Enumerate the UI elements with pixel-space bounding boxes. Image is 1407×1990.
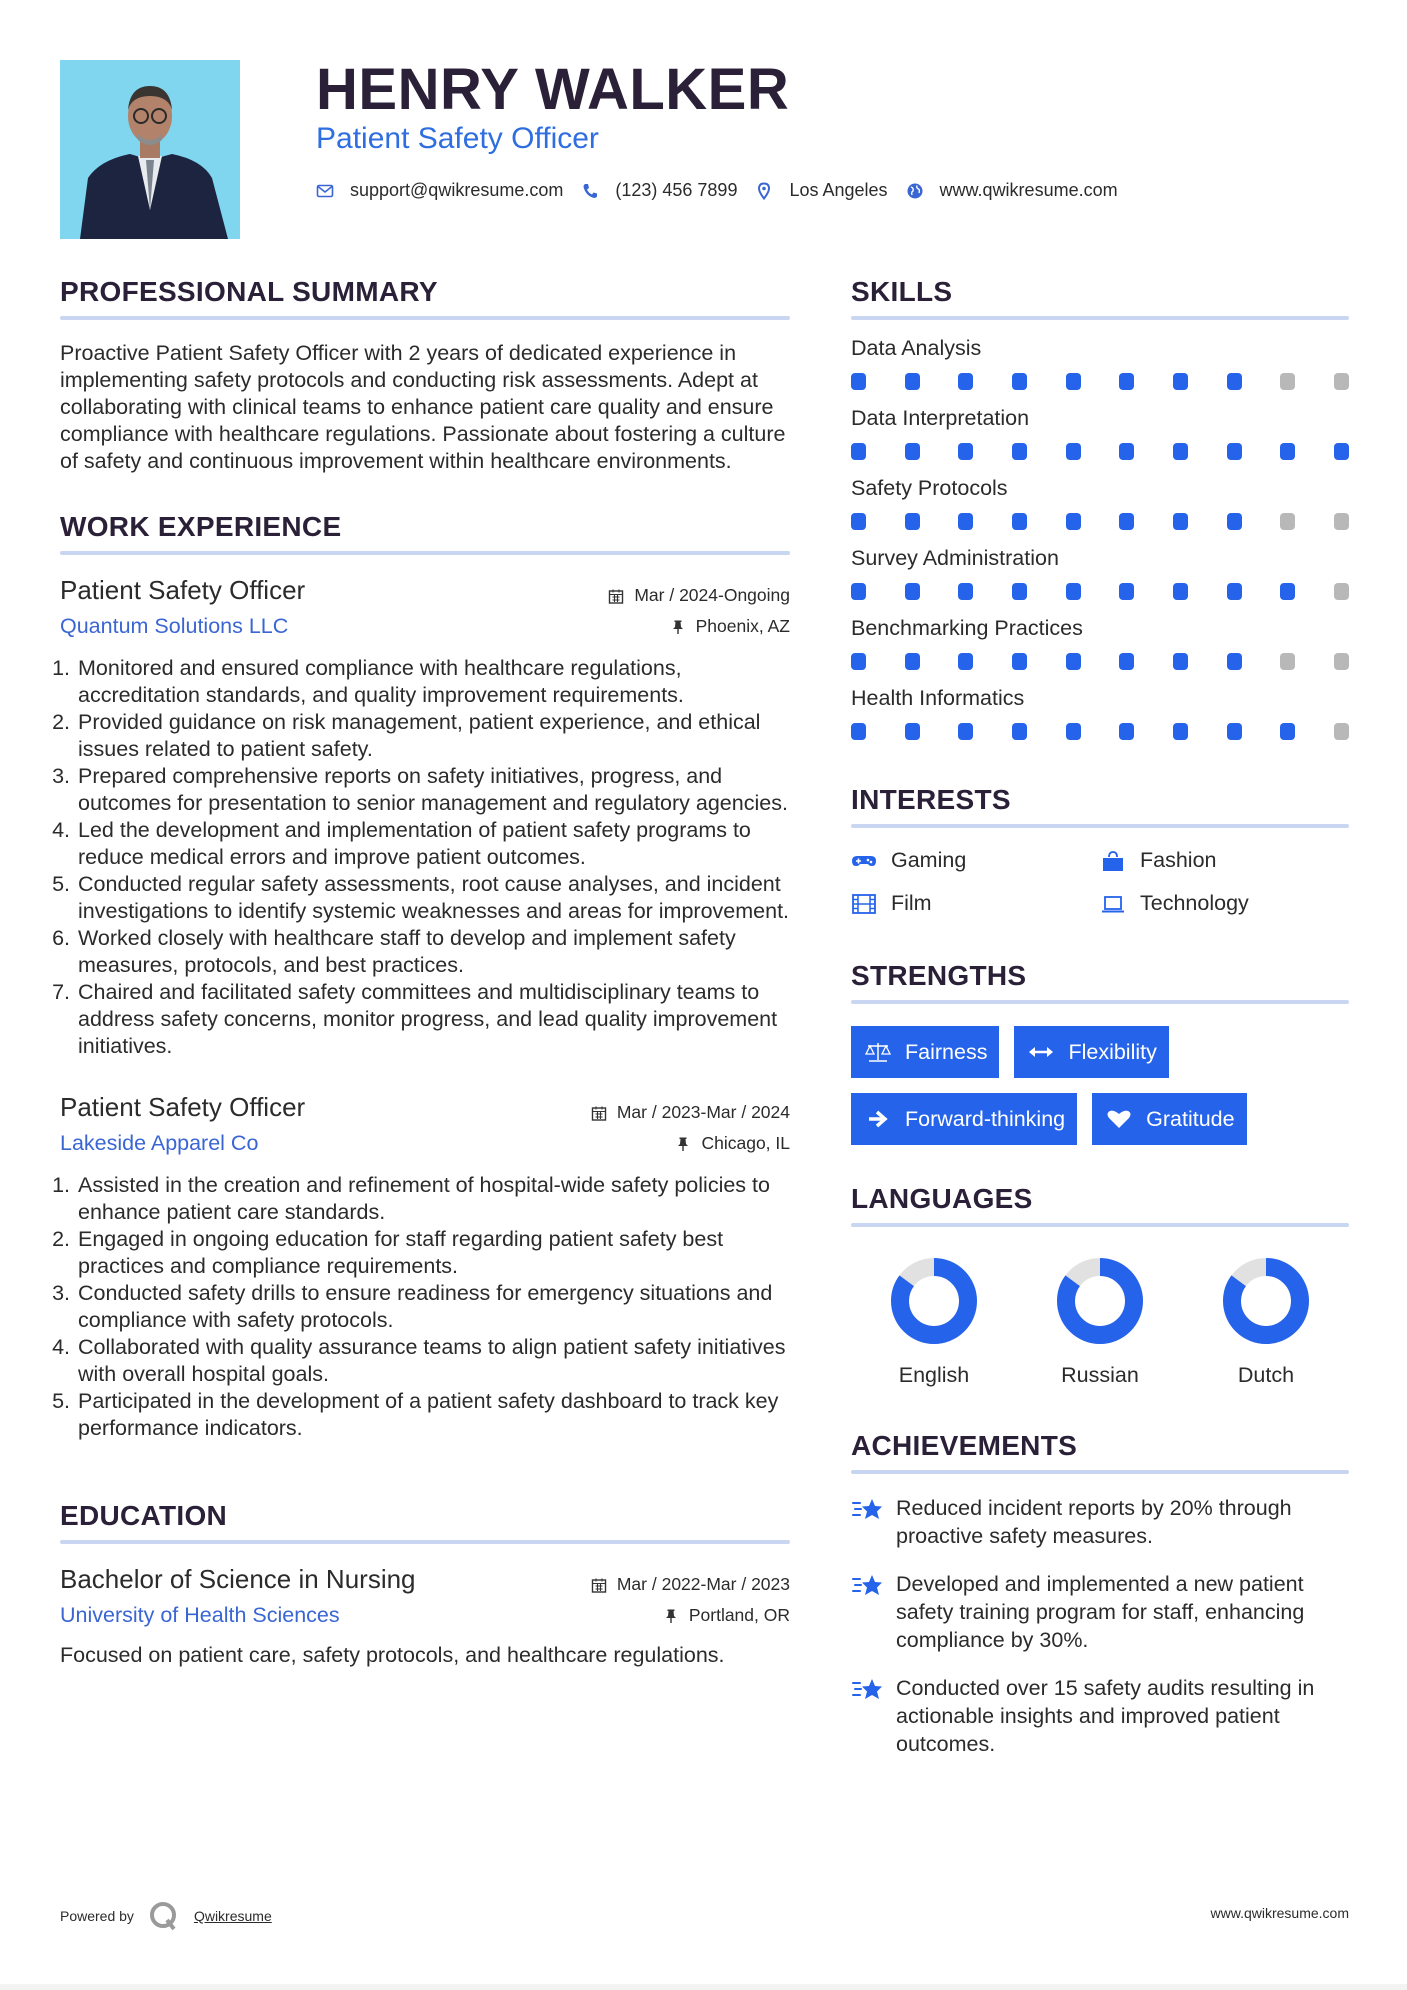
skill-item: [851, 546, 1349, 600]
qwikresume-link[interactable]: Qwikresume: [193, 1908, 272, 1924]
rating-dot-filled: [1119, 513, 1134, 530]
section-divider: [60, 316, 790, 320]
job-entry: [52, 1092, 790, 1442]
rating-dot-filled: [1334, 443, 1349, 460]
job-bullet: 5. Conducted regular safety assessments, root cause analyses, and incident investigations to identify systemic weaknesses and areas for improvement.: [52, 872, 790, 923]
map-marker-icon: [755, 182, 773, 200]
skill-item: [851, 406, 1349, 460]
interest-label: Fashion: [1140, 848, 1217, 872]
laptop-icon: [1100, 893, 1126, 915]
pushpin-icon: [675, 1136, 691, 1152]
rating-dot-filled: [1227, 583, 1242, 600]
film-icon: [851, 893, 877, 915]
job-bullet: 6. Worked closely with healthcare staff to develop and implement safety measures, protocols, and best practices.: [52, 926, 736, 977]
rating-dot-filled: [1119, 373, 1134, 390]
rating-dot-filled: [958, 723, 973, 740]
rating-dot-filled: [851, 653, 866, 670]
candidate-role: Patient Safety Officer: [316, 122, 599, 155]
language-item: [1017, 1257, 1183, 1388]
job-bullet: 3. Conducted safety drills to ensure readiness for emergency situations and compliance with safety protocols.: [52, 1281, 773, 1332]
rating-dot-filled: [1012, 373, 1027, 390]
section-divider: [851, 1000, 1349, 1004]
contact-location-text: Los Angeles: [789, 180, 888, 200]
interests-section: [851, 784, 1349, 916]
rating-dot-filled: [1066, 373, 1081, 390]
rating-dot-empty: [1280, 653, 1295, 670]
language-name: Dutch: [1237, 1363, 1295, 1387]
job-location: [675, 1133, 790, 1154]
rating-dot-filled: [958, 373, 973, 390]
job-date-text: Mar / 2023-Mar / 2024: [616, 1102, 790, 1122]
strength-label: Gratitude: [1146, 1106, 1235, 1131]
rating-dot-filled: [1227, 723, 1242, 740]
section-divider: [851, 1470, 1349, 1474]
job-bullet: 3. Prepared comprehensive reports on safety initiatives, progress, and outcomes for presentation to senior management and regulatory agencies.: [52, 764, 788, 815]
rating-dot-filled: [851, 723, 866, 740]
rating-dot-filled: [1173, 653, 1188, 670]
skill-name: Data Interpretation: [851, 406, 1030, 430]
interest-item: [851, 891, 1100, 916]
rating-dot-filled: [1119, 723, 1134, 740]
shooting-star-icon: [851, 1676, 885, 1758]
achievement-text: Conducted over 15 safety audits resulting in actionable insights and improved patient outcomes.: [896, 1676, 1315, 1756]
strength-tag: [851, 1093, 1077, 1145]
language-name: English: [898, 1363, 970, 1387]
experience-section: [52, 511, 790, 1442]
rating-dot-filled: [905, 653, 920, 670]
education-title: EDUCATION: [60, 1500, 228, 1531]
phone-icon: [581, 182, 599, 200]
rating-dot-filled: [958, 653, 973, 670]
arrows-horizontal-icon: [1026, 1040, 1056, 1064]
rating-dot-empty: [1280, 513, 1295, 530]
strength-label: Flexibility: [1068, 1039, 1157, 1064]
interest-item: [851, 848, 1100, 873]
profile-photo: [60, 60, 240, 239]
rating-dot-filled: [851, 443, 866, 460]
job-entry: [52, 575, 790, 1060]
section-divider: [851, 1223, 1349, 1227]
skill-name: Survey Administration: [851, 546, 1059, 570]
job-location-text: Chicago, IL: [701, 1133, 790, 1153]
section-divider: [851, 824, 1349, 828]
skills-title: SKILLS: [851, 276, 953, 307]
section-divider: [851, 316, 1349, 320]
left-column: [52, 276, 790, 1669]
contact-email-text: support@qwikresume.com: [350, 180, 564, 200]
strength-tag: [851, 1026, 999, 1078]
contact-phone[interactable]: [581, 180, 737, 201]
contact-bar: [316, 180, 1136, 201]
job-company: Lakeside Apparel Co: [60, 1131, 259, 1155]
strength-tag: [1092, 1093, 1246, 1145]
language-item: [851, 1257, 1017, 1388]
rating-dot-filled: [1280, 723, 1295, 740]
languages-title: LANGUAGES: [851, 1183, 1033, 1214]
achievements-list: [851, 1494, 1349, 1758]
contact-location: [755, 180, 887, 201]
education-date: [591, 1574, 790, 1595]
job-bullet: 2. Provided guidance on risk management, patient experience, and ethical issues related to patient safety.: [52, 710, 761, 761]
job-bullet: 1. Assisted in the creation and refinement of hospital-wide safety policies to enhance patient care standards.: [52, 1173, 770, 1224]
experience-title: WORK EXPERIENCE: [60, 511, 342, 542]
rating-dot-filled: [958, 583, 973, 600]
contact-website-text: www.qwikresume.com: [939, 180, 1118, 200]
skill-rating: [851, 373, 1349, 390]
skill-rating: [851, 513, 1349, 530]
right-column: [851, 276, 1349, 1758]
job-date-text: Mar / 2024-Ongoing: [634, 585, 790, 605]
rating-dot-filled: [1173, 723, 1188, 740]
rating-dot-filled: [958, 513, 973, 530]
education-date-text: Mar / 2022-Mar / 2023: [616, 1574, 790, 1594]
skill-rating: [851, 443, 1349, 460]
rating-dot-empty: [1334, 723, 1349, 740]
arrow-right-icon: [863, 1107, 893, 1131]
education-location-text: Portland, OR: [688, 1605, 790, 1625]
skill-item: [851, 686, 1349, 740]
rating-dot-filled: [1227, 373, 1242, 390]
powered-by-text: Powered by: [60, 1908, 134, 1924]
language-item: [1183, 1257, 1349, 1388]
achievements-section: [851, 1430, 1349, 1758]
envelope-icon: [316, 182, 334, 200]
achievement-item: [851, 1674, 1349, 1758]
rating-dot-empty: [1280, 373, 1295, 390]
rating-dot-filled: [1119, 653, 1134, 670]
summary-title: PROFESSIONAL SUMMARY: [60, 276, 438, 307]
language-donut-chart: [890, 1257, 978, 1345]
interest-label: Gaming: [891, 848, 967, 872]
balance-scale-icon: [863, 1040, 893, 1064]
skill-name: Data Analysis: [851, 336, 982, 360]
interests-grid: [851, 848, 1349, 916]
summary-text: Proactive Patient Safety Officer with 2 years of dedicated experience in implementing safety protocols and conducting risk assessments. Adept at collaborating with clinical teams to enhance patient care quality and ensure compliance with healthcare regulations. Passionate about fostering a culture of safety and continuous improvement within healthcare environments.: [60, 341, 786, 473]
rating-dot-empty: [1334, 653, 1349, 670]
job-date: [591, 1102, 790, 1123]
skill-name: Health Informatics: [851, 686, 1025, 710]
skill-item: [851, 616, 1349, 670]
job-bullet: 4. Led the development and implementation of patient safety programs to reduce medical errors and improve patient outcomes.: [52, 818, 751, 869]
job-date: [608, 585, 790, 606]
powered-by: [60, 1900, 272, 1932]
strength-label: Forward-thinking: [905, 1106, 1066, 1131]
rating-dot-filled: [1066, 653, 1081, 670]
language-name: Russian: [1061, 1363, 1139, 1387]
job-bullet: 1. Monitored and ensured compliance with healthcare regulations, accreditation standards, and quality improvement requirements.: [52, 656, 684, 707]
rating-dot-filled: [1227, 443, 1242, 460]
languages-list: [851, 1257, 1349, 1388]
section-divider: [60, 551, 790, 555]
rating-dot-filled: [1066, 723, 1081, 740]
section-divider: [60, 1540, 790, 1544]
rating-dot-filled: [1119, 583, 1134, 600]
pushpin-icon: [663, 1608, 679, 1624]
rating-dot-empty: [1334, 583, 1349, 600]
interests-title: INTERESTS: [851, 784, 1011, 815]
rating-dot-filled: [1227, 513, 1242, 530]
skills-section: [851, 276, 1349, 740]
skill-rating: [851, 653, 1349, 670]
job-location: [670, 616, 790, 637]
rating-dot-filled: [905, 583, 920, 600]
calendar-icon: [608, 588, 624, 604]
rating-dot-empty: [1334, 373, 1349, 390]
rating-dot-filled: [1066, 583, 1081, 600]
skill-item: [851, 336, 1349, 390]
rating-dot-filled: [851, 373, 866, 390]
summary-section: [60, 276, 790, 475]
rating-dot-filled: [1066, 443, 1081, 460]
rating-dot-filled: [905, 723, 920, 740]
strengths-section: [851, 960, 1349, 1145]
achievement-text: Developed and implemented a new patient safety training program for staff, enhancing compliance by 30%.: [896, 1572, 1305, 1652]
footer-website[interactable]: www.qwikresume.com: [1210, 1905, 1349, 1921]
interest-item: [1100, 848, 1349, 873]
job-bullet: 5. Participated in the development of a patient safety dashboard to track key performance indicators.: [52, 1389, 779, 1440]
job-bullets: [52, 1172, 790, 1442]
rating-dot-filled: [1280, 443, 1295, 460]
languages-section: [851, 1183, 1349, 1388]
contact-website[interactable]: [906, 180, 1118, 201]
skill-rating: [851, 723, 1349, 740]
page-bottom-edge: [0, 1984, 1407, 1990]
skill-item: [851, 476, 1349, 530]
shooting-star-icon: [851, 1572, 885, 1654]
qwikresume-logo-icon: [148, 1900, 180, 1932]
rating-dot-filled: [851, 583, 866, 600]
school-name: University of Health Sciences: [60, 1603, 340, 1627]
rating-dot-filled: [1227, 653, 1242, 670]
rating-dot-filled: [958, 443, 973, 460]
rating-dot-filled: [1012, 583, 1027, 600]
heart-icon: [1104, 1107, 1134, 1131]
education-section: [60, 1500, 790, 1669]
calendar-icon: [591, 1105, 607, 1121]
shopping-bag-icon: [1100, 850, 1126, 872]
achievement-text: Reduced incident reports by 20% through proactive safety measures.: [896, 1496, 1292, 1548]
calendar-icon: [591, 1577, 607, 1593]
interest-label: Film: [891, 891, 932, 915]
rating-dot-filled: [1173, 583, 1188, 600]
rating-dot-filled: [1066, 513, 1081, 530]
interest-label: Technology: [1140, 891, 1249, 915]
pushpin-icon: [670, 619, 686, 635]
rating-dot-filled: [905, 373, 920, 390]
job-bullet: 2. Engaged in ongoing education for staff regarding patient safety best practices and compliance requirements.: [52, 1227, 724, 1278]
achievements-title: ACHIEVEMENTS: [851, 1430, 1078, 1461]
rating-dot-empty: [1334, 513, 1349, 530]
skills-list: [851, 336, 1349, 740]
skill-name: Benchmarking Practices: [851, 616, 1083, 640]
rating-dot-filled: [1280, 583, 1295, 600]
job-title: Patient Safety Officer: [60, 575, 306, 605]
rating-dot-filled: [905, 513, 920, 530]
rating-dot-filled: [1173, 443, 1188, 460]
rating-dot-filled: [1119, 443, 1134, 460]
strength-tag: [1014, 1026, 1168, 1078]
degree-title: Bachelor of Science in Nursing: [60, 1564, 416, 1594]
job-location-text: Phoenix, AZ: [695, 616, 790, 636]
strengths-title: STRENGTHS: [851, 960, 1027, 991]
education-entry: [60, 1564, 790, 1669]
education-description: Focused on patient care, safety protocols, and healthcare regulations.: [60, 1643, 725, 1667]
skill-name: Safety Protocols: [851, 476, 1008, 500]
job-title: Patient Safety Officer: [60, 1092, 306, 1122]
rating-dot-filled: [905, 443, 920, 460]
rating-dot-filled: [1012, 513, 1027, 530]
rating-dot-filled: [1012, 653, 1027, 670]
job-bullets: [52, 655, 790, 1060]
job-company: Quantum Solutions LLC: [60, 614, 289, 638]
language-donut-chart: [1056, 1257, 1144, 1345]
rating-dot-filled: [1012, 443, 1027, 460]
skill-rating: [851, 583, 1349, 600]
globe-icon: [906, 182, 924, 200]
language-donut-chart: [1222, 1257, 1310, 1345]
rating-dot-filled: [851, 513, 866, 530]
strengths-list: [851, 1026, 1349, 1145]
rating-dot-filled: [1173, 513, 1188, 530]
strength-label: Fairness: [905, 1039, 988, 1064]
achievement-item: [851, 1570, 1349, 1654]
gamepad-icon: [851, 850, 877, 872]
candidate-name: HENRY WALKER: [316, 57, 790, 122]
job-bullet: 7. Chaired and facilitated safety committees and multidisciplinary teams to address safety concerns, monitor progress, and lead quality improvement initiatives.: [52, 980, 778, 1058]
education-location: [663, 1605, 790, 1626]
interest-item: [1100, 891, 1349, 916]
job-bullet: 4. Collaborated with quality assurance teams to align patient safety initiatives with overall hospital goals.: [52, 1335, 786, 1386]
achievement-item: [851, 1494, 1349, 1550]
contact-phone-text: (123) 456 7899: [615, 180, 738, 200]
contact-email[interactable]: [316, 180, 563, 201]
shooting-star-icon: [851, 1496, 885, 1550]
person-photo-icon: [60, 60, 240, 239]
rating-dot-filled: [1173, 373, 1188, 390]
rating-dot-filled: [1012, 723, 1027, 740]
